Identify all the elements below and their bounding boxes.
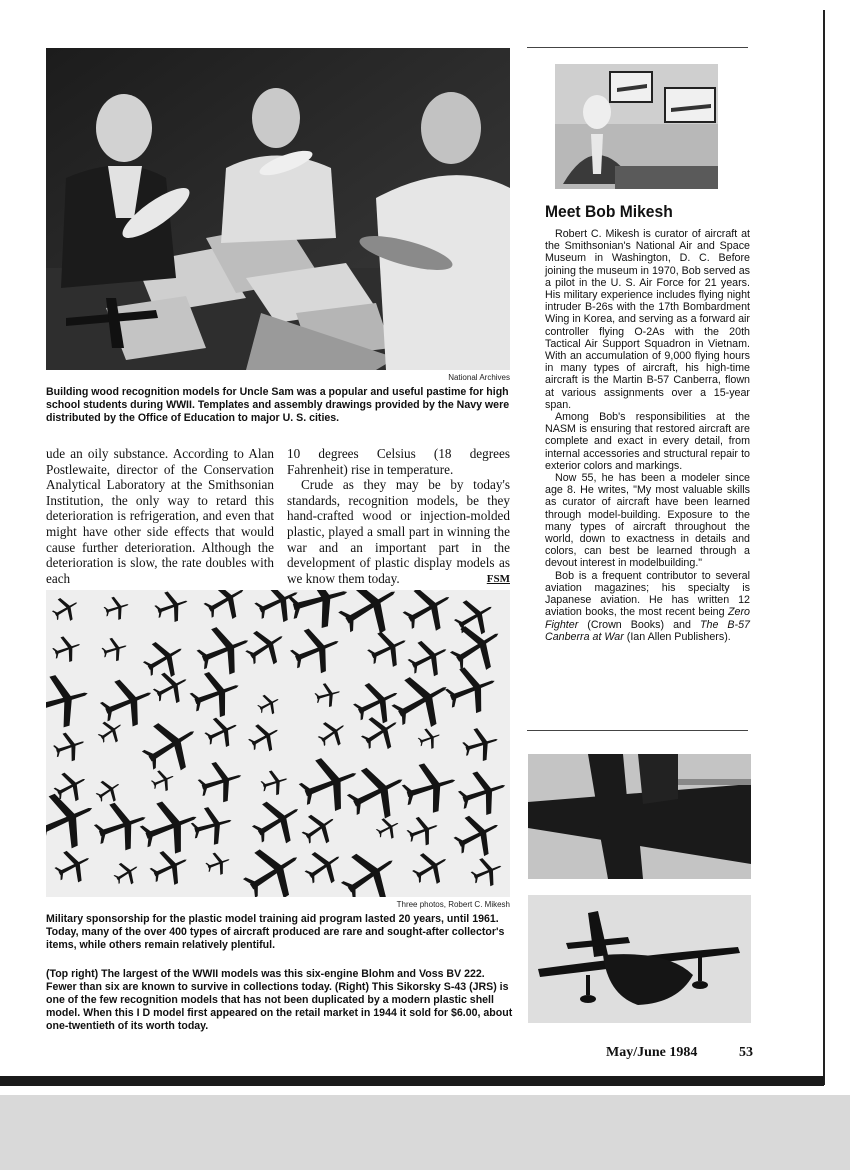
page-bottom-band bbox=[0, 1076, 824, 1086]
bob-mikesh-portrait-photo bbox=[555, 64, 718, 189]
article-column-2 bbox=[287, 446, 510, 587]
article-paragraph: 10 degrees Celsius (18 degrees Fahrenheit) rise in temperature. bbox=[287, 446, 510, 477]
article-paragraph: Crude as they may be by today's standards, recognition models, be they hand-crafted wood or injection-molded plastic, played a small part in winning the war and an important part in the development of plastic display models as we know them today. FSM bbox=[287, 477, 510, 586]
page-edge bbox=[838, 0, 850, 1095]
sidebar-bottom-rule bbox=[527, 730, 748, 731]
fsm-end-mark: FSM bbox=[486, 572, 510, 585]
bottom-right-photos-caption: (Top right) The largest of the WWII models was this six-engine Blohm and Voss BV 222. Fewer than six are known to survive in collections today. (Right) This Sikorsky S-43 (JRS) is one of the few recognition models that has not been duplicated by a modern plastic shell model. When this I D model first appeared on the retail market in 1944 it sold for $6.00, about one-twentieth of its worth today. bbox=[46, 968, 513, 1032]
sidebar-paragraph: Robert C. Mikesh is curator of aircraft at the Smithsonian's National Air and Space Museum in Washington, D. C. Before joining the museum in 1970, Bob served as a pilot in the U. S. Air Force for 21 years. His military experience includes flying night intruder B-26s with the 17th Bombardment Wing in Korea, and serving as a forward air controller flying O-2As with the 20th Tactical Air Support Squadron in Vietnam. With an accumulation of 9,000 flying hours in many types of aircraft, his high-time aircraft is the Martin B-57 Canberra, flown at various assignments over a 15-year span. bbox=[545, 228, 750, 411]
sidebar-title: Meet Bob Mikesh bbox=[545, 202, 673, 221]
students-building-models-photo bbox=[46, 48, 510, 370]
page-number: 53 bbox=[739, 1045, 753, 1060]
book-title: The B-57 Canberra at War bbox=[545, 618, 750, 643]
blohm-voss-bv222-model-photo bbox=[528, 754, 751, 879]
sidebar-paragraph: Now 55, he has been a modeler since age 8. He writes, "My most valuable skills as curator of aircraft have been learned through model-building. Exposure to the many types of aircraft throughout the world, down to exactness in details and colors, can best be learned through a devout interest in modelbuilding." bbox=[545, 472, 750, 570]
models-photo-caption: Military sponsorship for the plastic model training aid program lasted 20 years, until 1961. Today, many of the over 400 types of aircraft produced are rare and sought-after collector's items, while others remain relatively plentiful. bbox=[46, 913, 505, 951]
sikorsky-s43-model-photo bbox=[528, 895, 751, 1023]
sidebar-paragraph: Among Bob's responsibilities at the NASM is ensuring that restored aircraft are complete and exact in every detail, from internal accessories and structural repair to exterior colors and markings. bbox=[545, 411, 750, 472]
top-photo-caption: Building wood recognition models for Uncle Sam was a popular and useful pastime for high school students during WWII. Templates and assembly drawings provided by the Navy were distributed by the Office of Education to major U. S. cities. bbox=[46, 386, 510, 424]
issue-date: May/June 1984 bbox=[606, 1045, 698, 1060]
top-photo-credit: National Archives bbox=[448, 373, 510, 382]
article-paragraph: ude an oily substance. According to Alan Postlewaite, director of the Conservation Analytical Laboratory at the Smithsonian Institution, the only way to retard this deterioration is refrigeration, and even that might have other side effects that would cause further deterioration. Although the deterioration is slow, the rate doubles with each bbox=[46, 446, 274, 586]
recognition-models-collage-photo bbox=[46, 590, 510, 897]
sidebar-top-rule bbox=[527, 47, 748, 48]
article-column-1 bbox=[46, 446, 274, 586]
book-title: Zero Fighter bbox=[545, 606, 750, 631]
sidebar-paragraph: Bob is a frequent contributor to several aviation magazines; his specialty is Japanese aviation. He has written 12 aviation books, the most recent being Zero Fighter (Crown Books) and The B-57 Canberra at War (Ian Allen Publishers). bbox=[545, 569, 750, 643]
binding-edge-line bbox=[823, 10, 825, 1085]
models-photo-credit: Three photos, Robert C. Mikesh bbox=[396, 900, 510, 909]
sidebar-text bbox=[545, 228, 750, 643]
